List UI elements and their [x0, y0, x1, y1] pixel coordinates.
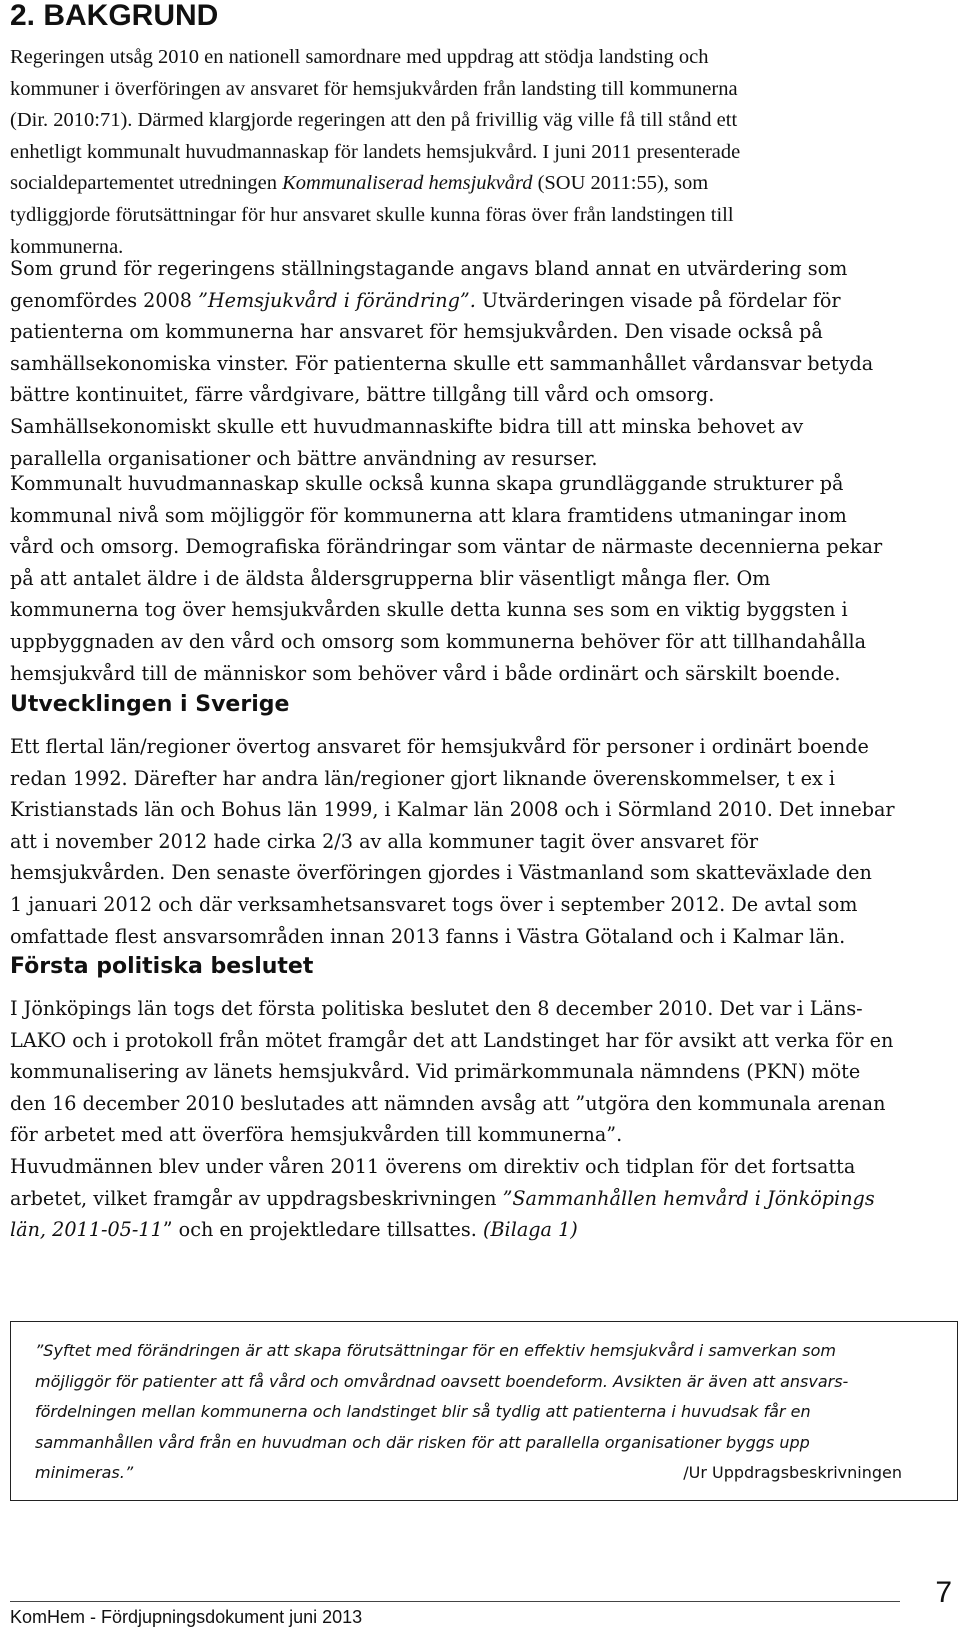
intro-paragraph: Regeringen utsåg 2010 en nationell samordnare med uppdrag att stödja landsting och kommuner i överföringen av ansvaret för hemsjukvården från landsting till kommunerna (Dir. 2010:71). Därmed klargjorde regeringen att den på frivillig väg ville få till stånd ett enhetligt kommunalt huvudmannaskap för landets hemsjukvård. I juni 2011 presenterade socialdepartementet utredningen Kommunaliserad hemsjukvård (SOU 2011:55), som tydliggjorde förutsättningar för hur ansvaret skulle kunna föras över från landstingen till kommunerna. [10, 46, 741, 258]
decision-paragraph: I Jönköpings län togs det första politiska beslutet den 8 december 2010. Det var i Läns- LAKO och i protokoll från mötet framgår det att Landstinget har för avsikt att verka för en kommunalisering av länets hemsjukvård. Vid primärkommunala nämndens (PKN) möte den 16 december 2010 beslutades att nämnden avsåg att ”utgöra den kommunala arenan för arbetet med att överföra hemsjukvården till kommunerna”. Huvudmännen blev under våren 2011 överens om direktiv och tidplan för det fortsatta arbetet, vilket framgår av uppdragsbeskrivningen ”Sammanhållen hemvård i Jönköpings län, 2011-05-11” och en projektledare tillsattes. (Bilaga 1) [10, 997, 894, 1242]
quote-box [10, 1321, 958, 1501]
footer-text: KomHem - Fördjupningsdokument juni 2013 [10, 1607, 363, 1627]
quote-text: ”Syftet med förändringen är att skapa förutsättningar för en effektiv hemsjukvård i samverkan som möjliggör för patienter att få vård och omvårdnad oavsett boendeform. Avsikten är även att ansvars- fördelningen mellan kommunerna och landstinget blir så tydlig att patienterna i huvudsak får en sammanhållen vård från en huvudman och där risken för att parallella organisationer byggs upp minimeras.” [35, 1341, 849, 1482]
structures-paragraph: Kommunalt huvudmannaskap skulle också kunna skapa grundläggande strukturer på kommunal nivå som möjliggör för kommunerna att klara framtidens utmaningar inom vård och omsorg. Demografiska förändringar som väntar de närmaste decennierna pekar på att antalet äldre i de äldsta åldersgrupperna blir väsentligt många fler. Om kommunerna tog över hemsjukvården skulle detta kunna ses som en viktig byggsten i uppbyggnaden av den vård och omsorg som kommunerna behöver för att tillhandahålla hemsjukvård till de människor som behöver vård i både ordinärt och särskilt boende. [10, 472, 883, 685]
evaluation-paragraph: Som grund för regeringens ställningstagande angavs bland annat en utvärdering som genomfördes 2008 ”Hemsjukvård i förändring”. Utvärderingen visade på fördelar för patienterna om kommunerna har ansvaret för hemsjukvården. Den visade också på samhällsekonomiska vinster. För patienterna skulle ett sammanhållet vårdansvar betyda bättre kontinuitet, färre vårdgivare, bättre tillgång till vård och omsorg. Samhällsekonomiskt skulle ett huvudmannaskifte bidra till att minska behovet av parallella organisationer och bättre användning av resurser. [10, 257, 874, 470]
appendix-reference: (Bilaga 1) [482, 1218, 578, 1242]
subheading-sweden: Utvecklingen i Sverige [10, 692, 290, 717]
evaluation-title: ”Hemsjukvård i förändring”. [198, 288, 476, 312]
page-number: 7 [935, 1576, 952, 1609]
assignment-title: ”Sammanhållen hemvård i Jönköpings [502, 1186, 875, 1210]
footer-divider [10, 1601, 900, 1602]
quote-source: /Ur Uppdragsbeskrivningen [683, 1463, 902, 1482]
section-heading: 2. BAKGRUND [10, 0, 219, 32]
subheading-first-decision: Första politiska beslutet [10, 954, 314, 979]
report-title: Kommunaliserad hemsjukvård [282, 172, 533, 195]
sweden-paragraph: Ett flertal län/regioner övertog ansvaret för hemsjukvård för personer i ordinärt boende redan 1992. Därefter har andra län/regioner gjort liknande överenskommelser, t ex i Kristianstads län och Bohus län 1999, i Kalmar län 2008 och i Sörmland 2010. Det innebar att i november 2012 hade cirka 2/3 av alla kommuner tagit över ansvaret för hemsjukvården. Den senaste överföringen gjordes i Västmanland som skatteväxlade den 1 januari 2012 och där verksamhetsansvaret togs över i september 2012. De avtal som omfattade flest ansvarsområden innan 2013 fanns i Västra Götaland och i Kalmar län. [10, 735, 895, 948]
